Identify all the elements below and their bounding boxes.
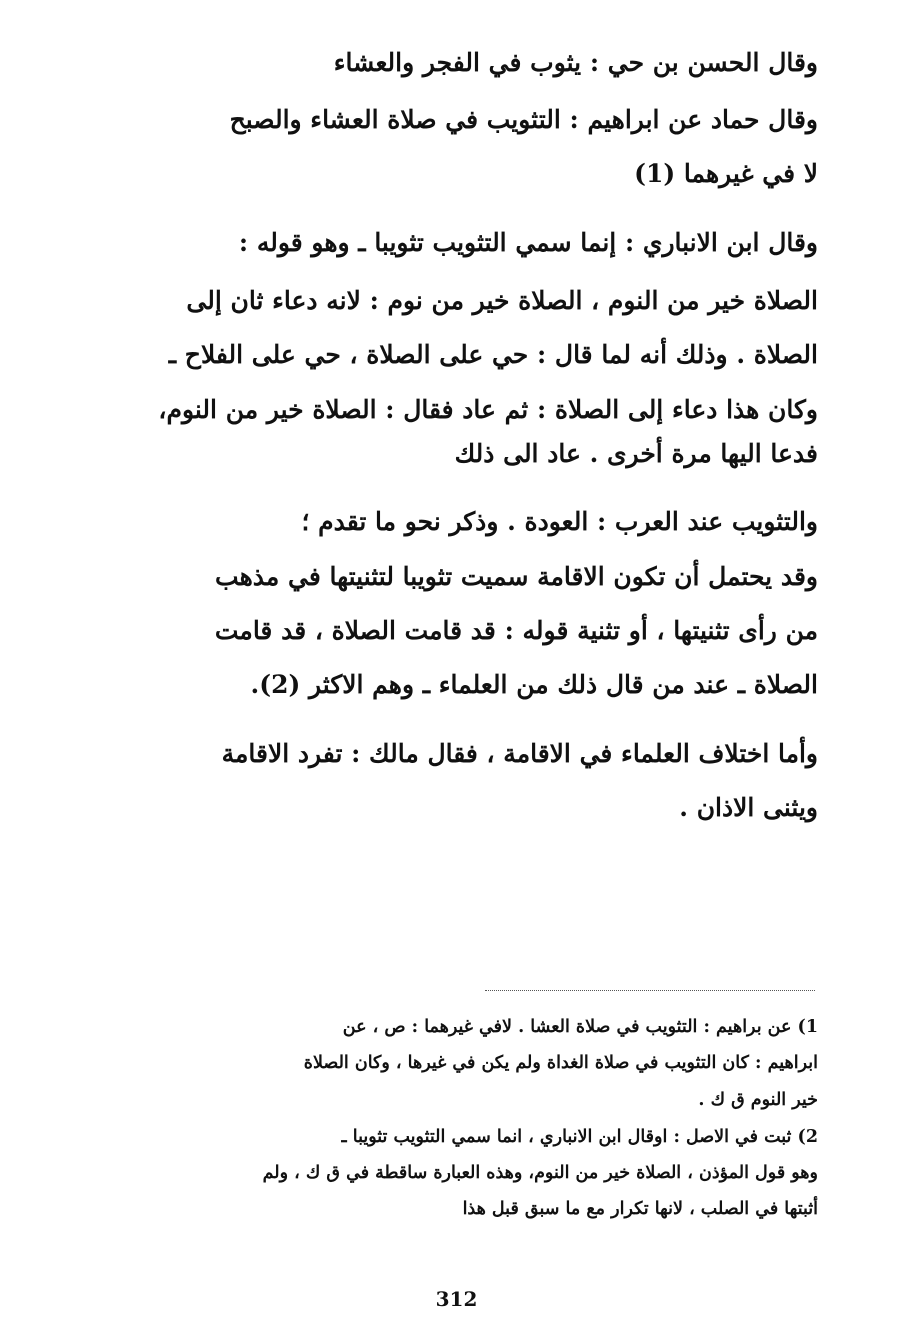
page-number: 312 <box>435 1287 478 1311</box>
footnote-line-5: وهو قول المؤذن ، الصلاة خير من النوم، وهذه العبارة ساقطة في ق ك ، ولم <box>262 1163 818 1183</box>
body-line-3: لا في غيرهما (1) <box>634 159 818 188</box>
body-line-11: من رأى تثنيتها ، أو تثنية قوله : قد قامت الصلاة ، قد قامت <box>214 616 818 645</box>
body-line-10: وقد يحتمل أن تكون الاقامة سميت تثويبا لتثنيتها في مذهب <box>215 562 818 591</box>
footnote-line-4: 2) ثبت في الاصل : اوقال ابن الانباري ، انما سمي التثويب تثويبا ـ <box>341 1127 818 1147</box>
body-line-4: وقال ابن الانباري : إنما سمي التثويب تثويبا ـ وهو قوله : <box>238 228 818 257</box>
body-line-14: ويثنى الاذان . <box>679 793 818 822</box>
body-line-5: الصلاة خير من النوم ، الصلاة خير من نوم : لانه دعاء ثان إلى <box>186 286 818 315</box>
body-line-9: والتثويب عند العرب : العودة . وذكر نحو ما تقدم ؛ <box>301 507 818 536</box>
footnote-line-6: أثبتها في الصلب ، لانها تكرار مع ما سبق قبل هذا <box>462 1199 818 1219</box>
body-line-6: الصلاة . وذلك أنه لما قال : حي على الصلاة ، حي على الفلاح ـ <box>168 340 818 369</box>
body-line-1: وقال الحسن بن حي : يثوب في الفجر والعشاء <box>333 48 818 77</box>
body-line-2: وقال حماد عن ابراهيم : التثويب في صلاة العشاء والصبح <box>229 105 818 134</box>
body-line-7: وكان هذا دعاء إلى الصلاة : ثم عاد فقال : الصلاة خير من النوم، <box>158 395 818 424</box>
body-line-13: وأما اختلاف العلماء في الاقامة ، فقال مالك : تفرد الاقامة <box>221 739 818 768</box>
footnote-line-1: 1) عن براهيم : التثويب في صلاة العشا . لافي غيرهما : ص ، عن <box>342 1017 818 1037</box>
footnote-line-3: خير النوم ق ك . <box>698 1090 818 1110</box>
body-line-8: فدعا اليها مرة أخرى . عاد الى ذلك <box>454 439 818 468</box>
body-line-12: الصلاة ـ عند من قال ذلك من العلماء ـ وهم الاكثر (2). <box>250 670 818 699</box>
footnote-line-2: ابراهيم : كان التثويب في صلاة الغداة ولم يكن في غيرها ، وكان الصلاة <box>303 1053 818 1073</box>
footnote-separator <box>485 990 815 991</box>
